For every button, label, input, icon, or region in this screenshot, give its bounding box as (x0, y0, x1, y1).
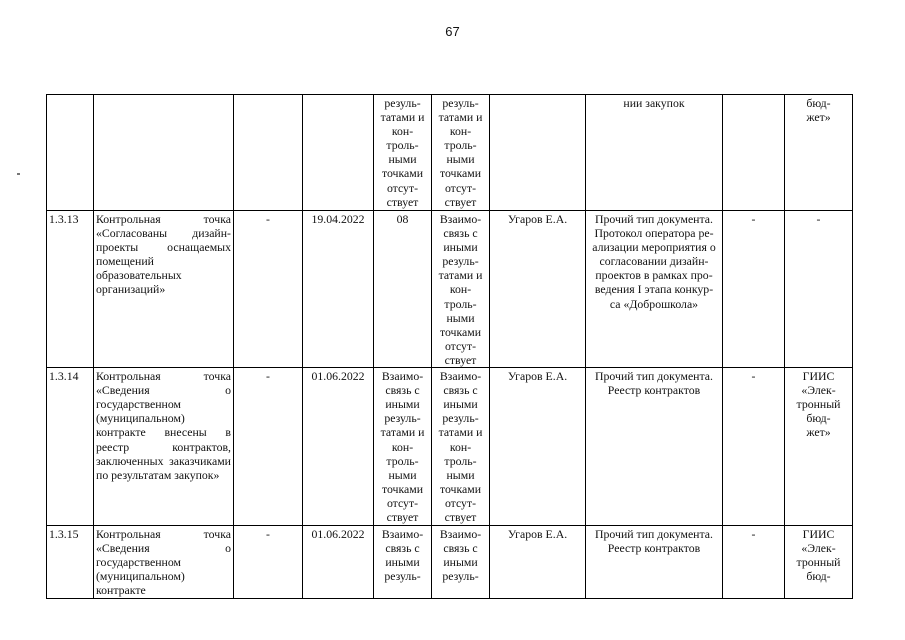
stray-mark (17, 173, 20, 175)
responsible-person: Угаров Е.А. (490, 368, 586, 526)
due-date: 01.06.2022 (303, 368, 374, 526)
level-control (723, 95, 785, 211)
info-system: ГИИС «Элек- тронный бюд- жет» (785, 368, 853, 526)
control-point-name: Контрольная точка «Сведения о государственном (муниципальном) контракте (94, 526, 234, 598)
row-number: 1.3.13 (47, 211, 94, 368)
predecessor-link: Взаимо- связь с иными резуль- (374, 526, 432, 598)
document-type: нии закупок (586, 95, 723, 211)
info-system: бюд- жет» (785, 95, 853, 211)
page-number: 67 (445, 24, 460, 39)
successor-link: резуль- татами и кон- троль- ными точками отсут- ствует (432, 95, 490, 211)
due-date: 01.06.2022 (303, 526, 374, 598)
table-row (47, 368, 853, 526)
info-system: - (785, 211, 853, 368)
level-control: - (723, 526, 785, 598)
due-date: 19.04.2022 (303, 211, 374, 368)
predecessor-link: Взаимо- связь с иными резуль- татами и кон- троль- ными точками отсут- ствует (374, 368, 432, 526)
plan-table (46, 94, 853, 599)
info-system: ГИИС «Элек- тронный бюд- (785, 526, 853, 598)
responsible-person: Угаров Е.А. (490, 211, 586, 368)
base-value: - (234, 211, 303, 368)
responsible-person: Угаров Е.А. (490, 526, 586, 598)
row-number: 1.3.15 (47, 526, 94, 598)
document-type: Прочий тип документа. Реестр контрактов (586, 368, 723, 526)
control-point-name: Контрольная точка «Сведения о государственном (муниципальном) контракте внесены в реестр контрактов, заключенных заказчиками по результатам закупок» (94, 368, 234, 526)
table-row (47, 526, 853, 598)
row-number: 1.3.14 (47, 368, 94, 526)
successor-link: Взаимо- связь с иными резуль- татами и кон- троль- ными точками отсут- ствует (432, 211, 490, 368)
table-row (47, 95, 853, 211)
document-type: Прочий тип документа. Протокол оператора ре- ализации мероприятия о согласовании дизайн- проектов в рамках про- ведения I этапа конкур- са «Доброшкола» (586, 211, 723, 368)
responsible-person (490, 95, 586, 211)
control-point-name (94, 95, 234, 211)
document-type: Прочий тип документа. Реестр контрактов (586, 526, 723, 598)
successor-link: Взаимо- связь с иными резуль- татами и кон- троль- ными точками отсут- ствует (432, 368, 490, 526)
base-value (234, 95, 303, 211)
control-point-name: Контрольная точка «Согласованы дизайн-проекты оснащаемых помещений образовательных организаций» (94, 211, 234, 368)
level-control: - (723, 368, 785, 526)
due-date (303, 95, 374, 211)
table-row (47, 211, 853, 368)
predecessor-link: резуль- татами и кон- троль- ными точками отсут- ствует (374, 95, 432, 211)
row-number (47, 95, 94, 211)
successor-link: Взаимо- связь с иными резуль- (432, 526, 490, 598)
predecessor-link: 08 (374, 211, 432, 368)
base-value: - (234, 368, 303, 526)
base-value: - (234, 526, 303, 598)
level-control: - (723, 211, 785, 368)
